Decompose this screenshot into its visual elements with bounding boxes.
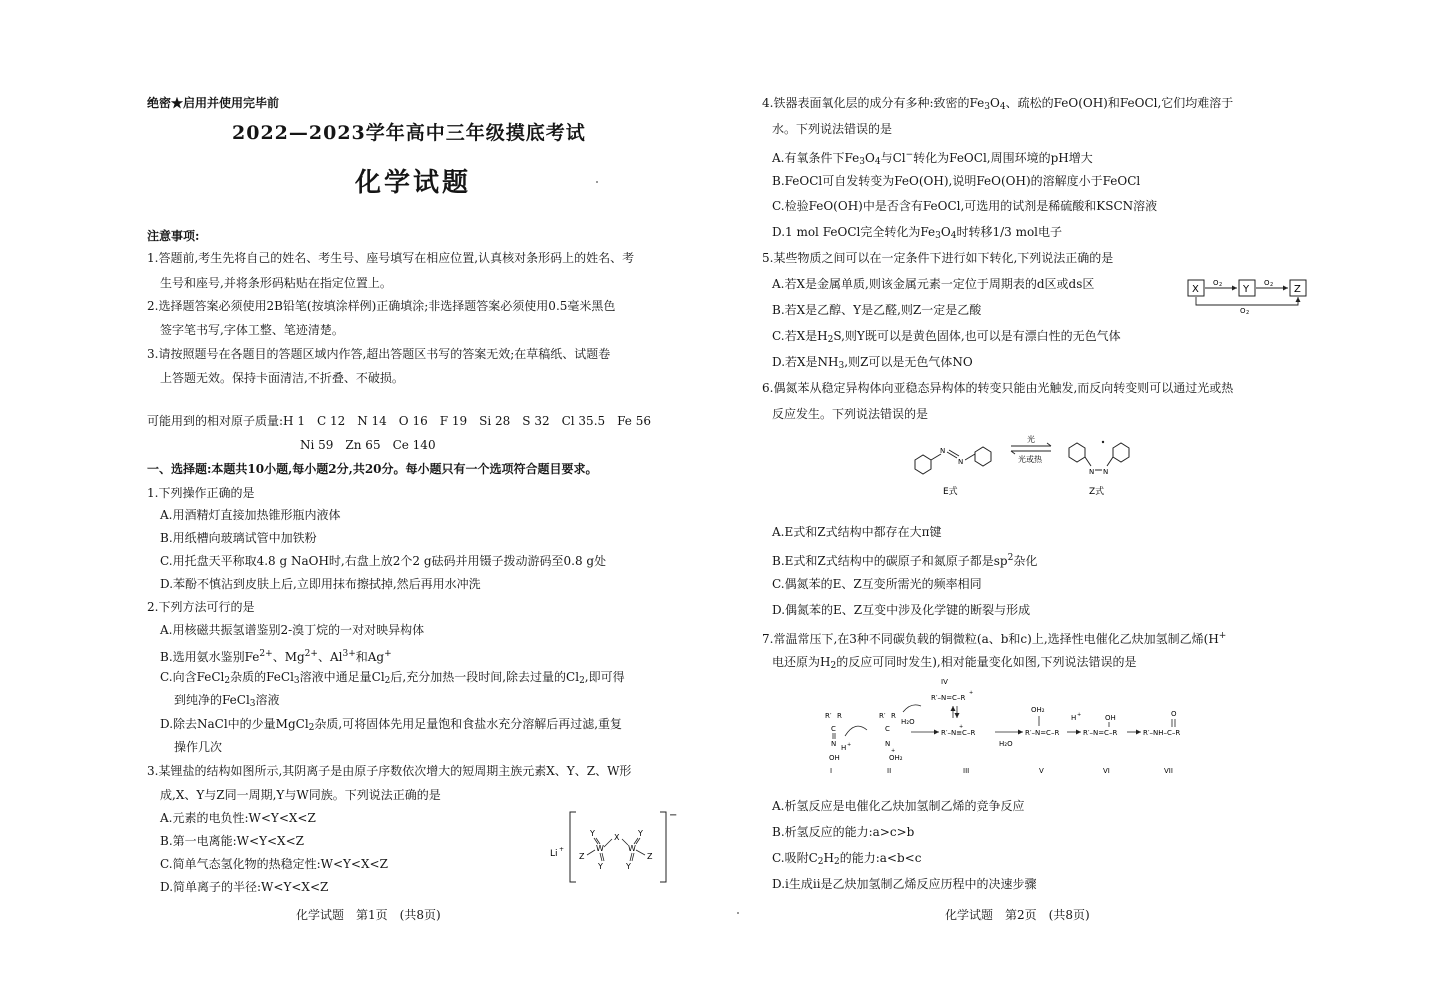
q6-option-b: B.E式和Z式结构中的碳原子和氮原子都是$sp^2$杂化	[772, 553, 1038, 568]
struct-charge: −	[669, 810, 678, 821]
svg-text:W: W	[596, 844, 604, 853]
q3-option-d: D.简单离子的半径:W<Y<X<Z	[160, 880, 329, 894]
svg-text:H₂O: H₂O	[999, 740, 1013, 748]
svg-text:Z: Z	[1294, 284, 1301, 295]
q5-stem: 5.某些物质之间可以在一定条件下进行如下转化,下列说法正确的是	[762, 251, 1114, 265]
q6-option-a: A.E式和Z式结构中都存在大π键	[772, 525, 942, 539]
svg-text:Y: Y	[626, 862, 631, 871]
q7-stem: 7.常温常压下,在3种不同碳负载的铜微粒(a、b和c)上,选择性电催化乙炔加氢制乙烯(H+	[762, 631, 1227, 646]
z-form-label: Z式	[1089, 487, 1105, 497]
q7-option-d: D.ⅰ生成ⅱ是乙炔加氢制乙烯反应历程中的决速步骤	[772, 877, 1037, 891]
svg-text:OH: OH	[1105, 714, 1116, 722]
mech-label-vi: VI	[1103, 767, 1110, 775]
svg-text:C: C	[831, 725, 836, 733]
q2-option-b: B.选用氨水鉴别$Fe^{2+}$、$Mg^{2+}$、$Al^{3+}$和Ag+	[160, 649, 392, 664]
q5-conversion-diagram	[1185, 276, 1315, 314]
q7-stem-cont: 电还原为$H_2$的反应可同时发生),相对能量变化如图,下列说法错误的是	[772, 655, 1137, 671]
mech-label-iii: III	[963, 767, 970, 775]
q3-stem-cont: 成,X、Y与Z同一周期,Y与W同族。下列说法正确的是	[160, 788, 441, 802]
svg-text:N: N	[1089, 468, 1095, 476]
svg-text:OH₂: OH₂	[889, 754, 903, 762]
svg-text:N: N	[885, 740, 891, 748]
footer-page-2: 化学试题 第2页 (共8页)	[945, 908, 1090, 922]
q4-stem-cont: 水。下列说法错误的是	[772, 122, 893, 136]
q6-stem: 6.偶氮苯从稳定异构体向亚稳态异构体的转变只能由光触发,而反向转变则可以通过光或热	[762, 381, 1234, 395]
mech-label-i: I	[830, 767, 833, 775]
svg-text:H₂O: H₂O	[901, 718, 915, 726]
q4-option-b: B.FeOCl可自发转变为FeO(OH),说明FeO(OH)的溶解度小于FeOCl	[772, 174, 1141, 188]
svg-text:C: C	[885, 725, 890, 733]
q6-azobenzene-isomerization	[907, 432, 1167, 502]
mech-label-v: V	[1039, 767, 1044, 775]
svg-text:Y: Y	[590, 829, 595, 838]
q4-option-d: D.1 mol FeOCl完全转化为$Fe_3O_4$时转移1/3 mol电子	[772, 225, 1063, 241]
svg-text:H: H	[1071, 714, 1077, 722]
section-heading: 一、选择题:本题共10小题,每小题2分,共20分。每小题只有一个选项符合题目要求。	[147, 462, 598, 476]
q2-option-c: C.向含FeCl$_2$杂质的FeCl$_3$溶液中通足量$Cl_2$后,充分加热一段时间,除去过量的$Cl_2$,即可得	[160, 670, 625, 686]
q2-option-d: D.除去NaCl中的少量MgCl$_2$杂质,可将固体先用足量饱和食盐水充分溶解后再过滤,重复	[160, 717, 623, 733]
q5-option-d: D.若X是$NH_3$,则Z可以是无色气体NO	[772, 355, 973, 371]
mech-label-ii: II	[887, 767, 892, 775]
q2-option-a: A.用核磁共振氢谱鉴别2-溴丁烷的一对对映异构体	[160, 623, 425, 637]
svg-text:R′–N=C–R: R′–N=C–R	[1025, 729, 1060, 737]
notice-item: 3.请按照题号在各题目的答题区域内作答,超出答题区书写的答案无效;在草稿纸、试题卷	[147, 347, 611, 361]
q7-reaction-mechanism	[819, 676, 1239, 780]
svg-text:Y: Y	[638, 829, 643, 838]
svg-text:O: O	[1171, 710, 1177, 718]
notice-heading: 注意事项:	[147, 229, 200, 243]
svg-text:N: N	[1103, 468, 1109, 476]
secret-label: 绝密★启用并使用完毕前	[147, 96, 280, 110]
svg-text:O: O	[1213, 279, 1219, 287]
notice-item: 签字笔书写,字体工整、笔迹清楚。	[160, 323, 344, 337]
q4-option-c: C.检验FeO(OH)中是否含有FeOCl,可选用的试剂是稀硫酸和KSCN溶液	[772, 199, 1158, 213]
q7-option-b: B.析氢反应的能力:a>c>b	[772, 825, 915, 839]
q5-option-b: B.若X是乙醇、Y是乙醛,则Z一定是乙酸	[772, 303, 982, 317]
svg-text:N: N	[940, 447, 946, 455]
svg-text:R′–N≡C–R: R′–N≡C–R	[941, 729, 976, 737]
svg-text:OH: OH	[829, 754, 840, 762]
exam-title: 2022—2023学年高中三年级摸底考试	[232, 122, 586, 144]
svg-text:R: R	[837, 712, 842, 720]
q7-option-a: A.析氢反应是电催化乙炔加氢制乙烯的竞争反应	[772, 799, 1025, 813]
footer-page-1: 化学试题 第1页 (共8页)	[296, 908, 441, 922]
svg-text:H: H	[841, 744, 847, 752]
right-page	[719, 0, 1438, 1003]
svg-text:R′: R′	[825, 712, 832, 720]
q3-stem: 3.某锂盐的结构如图所示,其阴离子是由原子序数依次增大的短周期主族元素X、Y、Z、W形	[147, 764, 632, 778]
q4-stem: 4.铁器表面氧化层的成分有多种:致密的$Fe_3O_4$、疏松的FeO(OH)和FeOCl,它们均难溶于	[762, 96, 1234, 112]
q6-option-c: C.偶氮苯的E、Z互变所需光的频率相同	[772, 577, 982, 591]
svg-text:W: W	[628, 844, 636, 853]
q4-option-a: A.有氧条件下$Fe_3O_4$与Cl−转化为FeOCl,周围环境的pH增大	[772, 150, 1093, 167]
q1-stem: 1.下列操作正确的是	[147, 486, 255, 500]
svg-text:R′–N=C–R: R′–N=C–R	[1083, 729, 1118, 737]
svg-text:Y: Y	[598, 862, 603, 871]
q6-stem-cont: 反应发生。下列说法错误的是	[772, 407, 929, 421]
q2-option-d-cont: 操作几次	[174, 740, 223, 754]
svg-text:2: 2	[1246, 310, 1250, 314]
q1-option-b: B.用纸槽向玻璃试管中加铁粉	[160, 531, 317, 545]
svg-text:+: +	[891, 748, 896, 754]
q3-option-b: B.第一电离能:W<Y<X<Z	[160, 834, 304, 848]
svg-text:O: O	[1264, 279, 1270, 287]
svg-text:+: +	[969, 690, 974, 696]
svg-text:R′–N=C–R: R′–N=C–R	[931, 694, 966, 702]
svg-text:OH₂: OH₂	[1031, 706, 1045, 714]
reverse-condition: 光或热	[1018, 455, 1042, 464]
svg-text:R′: R′	[879, 712, 886, 720]
e-form-label: E式	[943, 487, 958, 497]
notice-item: 上答题无效。保持卡面清洁,不折叠、不破损。	[160, 371, 404, 385]
svg-text:Y: Y	[1243, 284, 1250, 295]
svg-text:2: 2	[1270, 282, 1274, 288]
forward-condition: 光	[1027, 435, 1035, 444]
svg-text:+: +	[559, 846, 565, 853]
subject-title: 化学试题	[355, 168, 472, 198]
svg-text:X: X	[614, 833, 620, 842]
svg-text:N: N	[831, 740, 837, 748]
mech-label-iv: IV	[941, 678, 948, 686]
svg-text:2: 2	[1219, 282, 1223, 288]
svg-text:O: O	[1240, 307, 1246, 314]
svg-text:Z: Z	[579, 852, 585, 861]
q1-option-c: C.用托盘天平称取4.8 g NaOH时,右盘上放2个2 g砝码并用镊子拨动游码至0.8 g处	[160, 554, 607, 568]
svg-text:+: +	[959, 724, 964, 730]
svg-text:R: R	[891, 712, 896, 720]
q3-option-c: C.简单气态氢化物的热稳定性:W<Y<X<Z	[160, 857, 388, 871]
q5-option-c: C.若X是$H_2S$,则Y既可以是黄色固体,也可以是有漂白性的无色气体	[772, 329, 1121, 345]
q2-stem: 2.下列方法可行的是	[147, 600, 255, 614]
mech-label-vii: VII	[1164, 767, 1173, 775]
q7-option-c: C.吸附$C_2H_2$的能力:a<b<c	[772, 851, 922, 867]
svg-text:X: X	[1192, 284, 1199, 295]
q3-option-a: A.元素的电负性:W<Y<X<Z	[160, 811, 316, 825]
q1-option-a: A.用酒精灯直接加热锥形瓶内液体	[160, 508, 341, 522]
q3-lithium-salt-structure	[548, 806, 688, 886]
scan-mark	[596, 181, 598, 183]
atomic-masses: Ni 59 Zn 65 Ce 140	[300, 438, 436, 452]
struct-li: Li	[550, 849, 558, 859]
notice-item: 2.选择题答案必须使用2B铅笔(按填涂样例)正确填涂;非选择题答案必须使用0.5毫米黑色	[147, 299, 616, 313]
svg-text:+: +	[1077, 712, 1082, 718]
svg-text:+: +	[847, 742, 852, 748]
q2-option-c-cont: 到纯净的FeCl$_3$溶液	[174, 693, 280, 709]
atomic-masses: 可能用到的相对原子质量:H 1 C 12 N 14 O 16 F 19 Si 28 S 32 Cl 35.5 Fe 56	[147, 414, 651, 428]
notice-item: 1.答题前,考生先将自己的姓名、考生号、座号填写在相应位置,认真核对条形码上的姓名、考	[147, 251, 635, 265]
svg-text:R′–NH–C–R: R′–NH–C–R	[1143, 729, 1181, 737]
notice-item: 生号和座号,并将条形码粘贴在指定位置上。	[160, 276, 392, 290]
q1-option-d: D.苯酚不慎沾到皮肤上后,立即用抹布擦拭掉,然后再用水冲洗	[160, 577, 481, 591]
svg-text:Z: Z	[647, 852, 653, 861]
q6-option-d: D.偶氮苯的E、Z互变中涉及化学键的断裂与形成	[772, 603, 1031, 617]
svg-text:N: N	[958, 458, 964, 466]
q5-option-a: A.若X是金属单质,则该金属元素一定位于周期表的d区或ds区	[772, 277, 1095, 291]
